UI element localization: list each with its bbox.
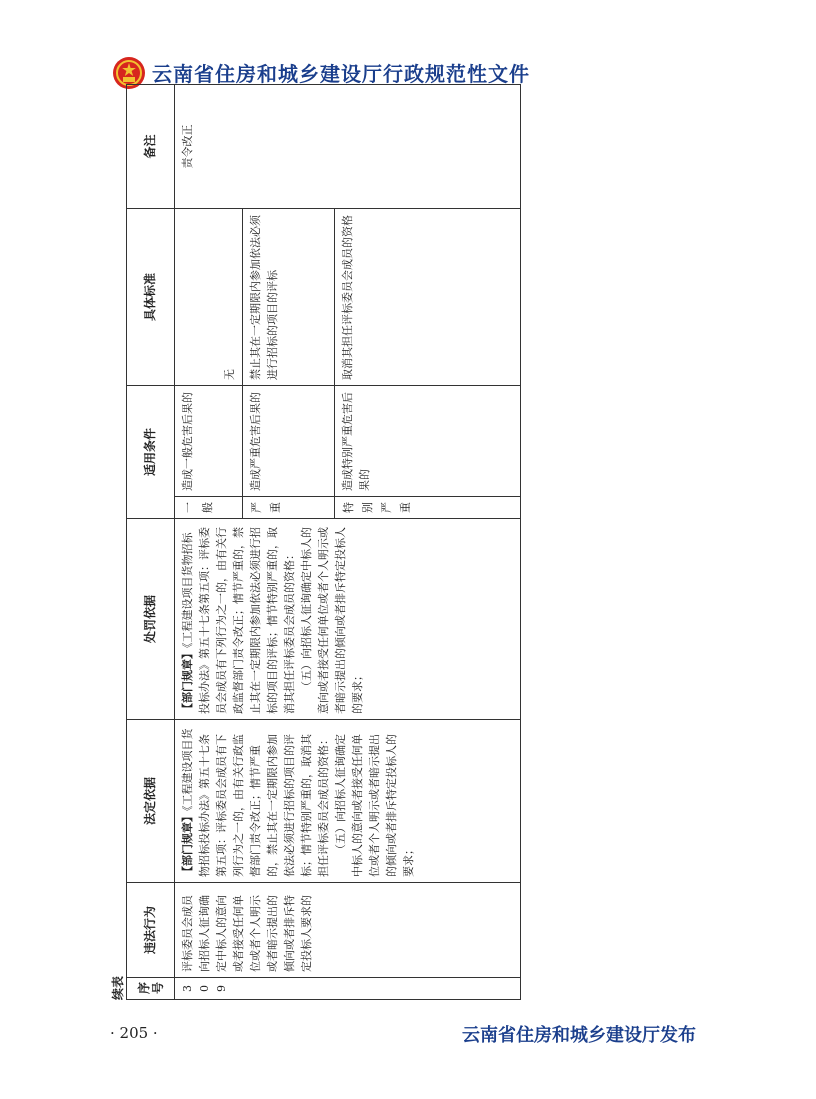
law-bracket: 【部门规章】	[181, 811, 194, 877]
penalty-bracket: 【部门规章】	[181, 648, 194, 714]
cell-law	[175, 720, 521, 883]
cell-seq: 309	[175, 978, 521, 1000]
page-number: · 205 ·	[110, 1024, 158, 1042]
penalty-table-rotated	[110, 85, 520, 1000]
cell-standard-general: 无	[175, 208, 243, 385]
header-note: 备注	[127, 84, 175, 208]
header-act: 违法行为	[127, 883, 175, 978]
penalty-text	[179, 524, 298, 714]
cell-condition-general: 造成一般危害后果的	[175, 385, 243, 496]
cell-note: 责令改正	[175, 84, 521, 208]
cell-standard-very-serious: 取消其担任评标委员会成员的资格	[335, 208, 521, 385]
law-para-1: 《工程建设项目货物招标投标办法》第五十七条第五项：评标委员会成员有下列行为之一的，由有关行政监督部门责令改正；情节严重的，禁止其在一定期限内参加依法必须进行招标的项目的评标；情节特别严重的，取消其担任评标委员会成员的资格：	[181, 728, 330, 877]
header-standard: 具体标准	[127, 208, 175, 385]
table-row	[175, 84, 243, 999]
header-seq: 序号	[127, 978, 175, 1000]
cell-act: 评标委员会成员向招标人征询确定中标人的意向或者接受任何单位或者个人明示或者暗示提出的倾向或者排斥特定投标人要求的	[175, 883, 521, 978]
cell-penalty	[175, 519, 521, 720]
continued-label: 续表	[111, 975, 125, 1000]
law-para-2: （五）向招标人征询确定中标人的意向或者接受任何单位或者个人明示或者暗示提出的倾向或者排斥特定投标人的要求；	[334, 734, 415, 877]
publisher-label: 云南省住房和城乡建设厅发布	[462, 1025, 696, 1046]
header-condition: 适用条件	[127, 385, 175, 518]
cell-condition-serious: 造成严重危害后果的	[243, 385, 335, 496]
penalty-para-2: （五）向招标人征询确定中标人的意向或者接受任何单位或者个人明示或者暗示提出的倾向或者排斥特定投标人的要求；	[300, 527, 364, 714]
cell-level-general: 一般	[175, 497, 243, 519]
cell-level-serious: 严重	[243, 497, 335, 519]
table-header-row	[127, 84, 175, 999]
cell-standard-serious: 禁止其在一定期限内参加依法必须进行招标的项目的评标	[243, 208, 335, 385]
law-text	[179, 725, 332, 877]
header-law: 法定依据	[127, 720, 175, 883]
header-penalty: 处罚依据	[127, 519, 175, 720]
cell-condition-very-serious: 造成特别严重危害后果的	[335, 385, 521, 496]
cell-level-very-serious: 特别严重	[335, 497, 521, 519]
penalty-para-1: 《工程建设项目货物招标投标办法》第五十七条第五项：评标委员会成员有下列行为之一的，由有关行政监督部门责令改正；情节严重的，禁止其在一定期限内参加依法必须进行招标的项目的评标；情节特别严重的，取消其担任评标委员会成员的资格：	[181, 527, 296, 714]
document-header-title: 云南省住房和城乡建设厅行政规范性文件	[152, 62, 530, 86]
penalty-table	[126, 84, 521, 1000]
